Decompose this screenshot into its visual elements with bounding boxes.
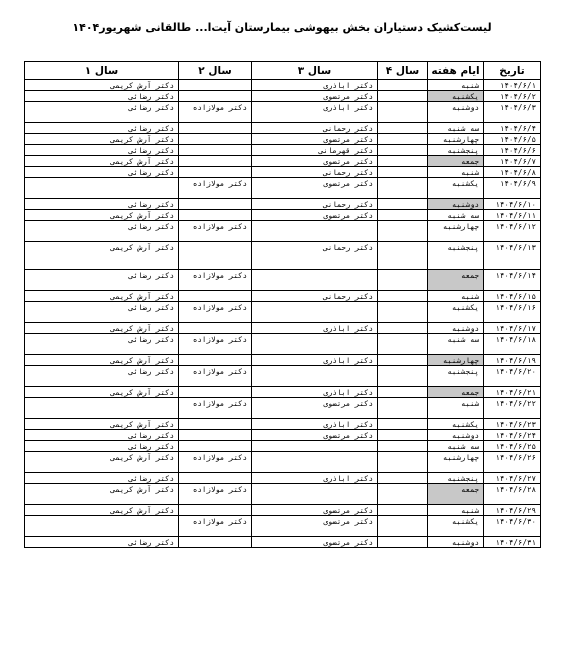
cell-year3 xyxy=(252,484,378,505)
cell-day: شنبه xyxy=(428,80,484,91)
cell-day: دوشنبه xyxy=(428,199,484,210)
cell-year2 xyxy=(179,199,252,210)
cell-year2 xyxy=(179,323,252,334)
cell-year2 xyxy=(179,91,252,102)
cell-date: ۱۴۰۴/۶/۹ xyxy=(484,178,541,199)
cell-date: ۱۴۰۴/۶/۱۷ xyxy=(484,323,541,334)
cell-date: ۱۴۰۴/۶/۲۲ xyxy=(484,398,541,419)
cell-date: ۱۴۰۴/۶/۱۵ xyxy=(484,291,541,302)
cell-year1: دکتر آرش کریمی xyxy=(25,419,179,430)
cell-year1: دکتر آرش کریمی xyxy=(25,80,179,91)
cell-day: دوشنبه xyxy=(428,537,484,548)
cell-day: سه شنبه xyxy=(428,210,484,221)
cell-year2 xyxy=(179,145,252,156)
cell-year1 xyxy=(25,178,179,199)
cell-year1: دکتر آرش کریمی xyxy=(25,210,179,221)
cell-year2 xyxy=(179,123,252,134)
cell-year1: دکتر رضائی xyxy=(25,167,179,178)
cell-year2 xyxy=(179,537,252,548)
cell-date: ۱۴۰۴/۶/۱ xyxy=(484,80,541,91)
cell-year1: دکتر آرش کریمی xyxy=(25,387,179,398)
cell-date: ۱۴۰۴/۶/۲۹ xyxy=(484,505,541,516)
cell-year3: دکتر رحمانی xyxy=(252,167,378,178)
table-row xyxy=(25,484,541,505)
cell-year2: دکتر مولازاده xyxy=(179,398,252,419)
cell-year4 xyxy=(378,145,428,156)
cell-day: دوشنبه xyxy=(428,430,484,441)
table-row xyxy=(25,178,541,199)
cell-year4 xyxy=(378,473,428,484)
cell-year3 xyxy=(252,441,378,452)
cell-year2: دکتر مولازاده xyxy=(179,178,252,199)
document-title: لیست‌کشیک دستیاران بخش بیهوشی بیمارستان آیت‌ا... طالقانی شهریور۱۴۰۴ xyxy=(72,21,492,34)
cell-year1: دکتر رضائی xyxy=(25,221,179,242)
cell-year4 xyxy=(378,355,428,366)
cell-year1: دکتر رضائی xyxy=(25,302,179,323)
cell-year2 xyxy=(179,210,252,221)
cell-year4 xyxy=(378,398,428,419)
cell-year4 xyxy=(378,387,428,398)
cell-year3: دکتر مرتضوی xyxy=(252,430,378,441)
cell-year4 xyxy=(378,334,428,355)
cell-year2 xyxy=(179,134,252,145)
cell-year4 xyxy=(378,80,428,91)
cell-date: ۱۴۰۴/۶/۱۴ xyxy=(484,270,541,291)
cell-year1: دکتر آرش کریمی xyxy=(25,323,179,334)
table-row xyxy=(25,473,541,484)
cell-year1: دکتر رضائی xyxy=(25,102,179,123)
cell-year3: دکتر مرتضوی xyxy=(252,210,378,221)
cell-day: چهارشنبه xyxy=(428,355,484,366)
cell-year3: دکتر مرتضوی xyxy=(252,516,378,537)
cell-year3: دکتر مرتضوی xyxy=(252,91,378,102)
table-row xyxy=(25,80,541,91)
table-row xyxy=(25,91,541,102)
table-row xyxy=(25,134,541,145)
cell-year1: دکتر آرش کریمی xyxy=(25,242,179,270)
cell-day: سه شنبه xyxy=(428,441,484,452)
cell-date: ۱۴۰۴/۶/۴ xyxy=(484,123,541,134)
cell-year4 xyxy=(378,323,428,334)
cell-year2 xyxy=(179,167,252,178)
table-row xyxy=(25,452,541,473)
cell-year2 xyxy=(179,291,252,302)
cell-year2 xyxy=(179,419,252,430)
cell-day: چهارشنبه xyxy=(428,452,484,473)
cell-year1: دکتر آرش کریمی xyxy=(25,355,179,366)
table-row xyxy=(25,145,541,156)
cell-day: پنجشنبه xyxy=(428,145,484,156)
cell-year3 xyxy=(252,221,378,242)
cell-date: ۱۴۰۴/۶/۱۸ xyxy=(484,334,541,355)
cell-year3: دکتر اباذری xyxy=(252,387,378,398)
table-row xyxy=(25,323,541,334)
cell-year3: دکتر مرتضوی xyxy=(252,178,378,199)
cell-year1 xyxy=(25,516,179,537)
cell-year4 xyxy=(378,430,428,441)
cell-year1: دکتر رضائی xyxy=(25,270,179,291)
cell-year2 xyxy=(179,473,252,484)
cell-day: چهارشنبه xyxy=(428,221,484,242)
cell-year1: دکتر آرش کریمی xyxy=(25,134,179,145)
cell-year4 xyxy=(378,291,428,302)
cell-day: دوشنبه xyxy=(428,102,484,123)
cell-date: ۱۴۰۴/۶/۱۲ xyxy=(484,221,541,242)
cell-year2 xyxy=(179,242,252,270)
cell-year3: دکتر رحمانی xyxy=(252,242,378,270)
cell-date: ۱۴۰۴/۶/۲۴ xyxy=(484,430,541,441)
cell-year1: دکتر رضائی xyxy=(25,473,179,484)
cell-year1: دکتر آرش کریمی xyxy=(25,505,179,516)
cell-year2 xyxy=(179,156,252,167)
cell-year4 xyxy=(378,419,428,430)
cell-year4 xyxy=(378,156,428,167)
cell-year1: دکتر رضائی xyxy=(25,366,179,387)
table-row xyxy=(25,221,541,242)
cell-day: جمعه xyxy=(428,156,484,167)
cell-year3 xyxy=(252,302,378,323)
cell-year2 xyxy=(179,505,252,516)
cell-year4 xyxy=(378,178,428,199)
cell-year2: دکتر مولازاده xyxy=(179,302,252,323)
cell-day: یکشنبه xyxy=(428,419,484,430)
cell-year2: دکتر مولازاده xyxy=(179,221,252,242)
cell-day: یکشنبه xyxy=(428,516,484,537)
cell-date: ۱۴۰۴/۶/۲۰ xyxy=(484,366,541,387)
header-date: تاریخ xyxy=(484,62,541,80)
cell-day: پنجشنبه xyxy=(428,473,484,484)
table-row xyxy=(25,355,541,366)
cell-year4 xyxy=(378,366,428,387)
cell-day: یکشنبه xyxy=(428,178,484,199)
table-row xyxy=(25,302,541,323)
cell-year3: دکتر اباذری xyxy=(252,419,378,430)
cell-day: جمعه xyxy=(428,270,484,291)
cell-date: ۱۴۰۴/۶/۳۰ xyxy=(484,516,541,537)
cell-year2: دکتر مولازاده xyxy=(179,270,252,291)
table-row xyxy=(25,430,541,441)
header-year4: سال ۴ xyxy=(378,62,428,80)
cell-year3: دکتر اباذری xyxy=(252,102,378,123)
table-row xyxy=(25,419,541,430)
cell-day: پنجشنبه xyxy=(428,242,484,270)
cell-year4 xyxy=(378,484,428,505)
cell-year3: دکتر رحمانی xyxy=(252,199,378,210)
cell-year2: دکتر مولازاده xyxy=(179,516,252,537)
table-row xyxy=(25,199,541,210)
table-row xyxy=(25,505,541,516)
cell-day: سه شنبه xyxy=(428,123,484,134)
table-row xyxy=(25,242,541,270)
cell-year3: دکتر مرتضوی xyxy=(252,134,378,145)
cell-day: جمعه xyxy=(428,484,484,505)
cell-year3 xyxy=(252,334,378,355)
cell-year2: دکتر مولازاده xyxy=(179,452,252,473)
cell-date: ۱۴۰۴/۶/۲۳ xyxy=(484,419,541,430)
table-row xyxy=(25,334,541,355)
table-row xyxy=(25,291,541,302)
cell-day: شنبه xyxy=(428,167,484,178)
cell-year4 xyxy=(378,221,428,242)
cell-year2 xyxy=(179,80,252,91)
header-year2: سال ۲ xyxy=(179,62,252,80)
cell-year1: دکتر رضائی xyxy=(25,537,179,548)
cell-year3: دکتر اباذری xyxy=(252,323,378,334)
cell-year4 xyxy=(378,123,428,134)
cell-day: شنبه xyxy=(428,505,484,516)
cell-date: ۱۴۰۴/۶/۷ xyxy=(484,156,541,167)
cell-date: ۱۴۰۴/۶/۱۱ xyxy=(484,210,541,221)
table-row xyxy=(25,537,541,548)
cell-year2 xyxy=(179,430,252,441)
cell-day: دوشنبه xyxy=(428,323,484,334)
cell-year2: دکتر مولازاده xyxy=(179,334,252,355)
cell-year4 xyxy=(378,210,428,221)
cell-day: شنبه xyxy=(428,291,484,302)
cell-year4 xyxy=(378,441,428,452)
cell-year3: دکتر اباذری xyxy=(252,473,378,484)
cell-day: یکشنبه xyxy=(428,91,484,102)
cell-year2: دکتر مولازاده xyxy=(179,102,252,123)
cell-year4 xyxy=(378,302,428,323)
table-row xyxy=(25,387,541,398)
cell-date: ۱۴۰۴/۶/۳۱ xyxy=(484,537,541,548)
cell-date: ۱۴۰۴/۶/۲۸ xyxy=(484,484,541,505)
cell-day: یکشنبه xyxy=(428,302,484,323)
cell-day: شنبه xyxy=(428,398,484,419)
roster-table xyxy=(24,61,541,548)
cell-year1: دکتر آرش کریمی xyxy=(25,156,179,167)
table-row xyxy=(25,167,541,178)
table-row xyxy=(25,516,541,537)
cell-date: ۱۴۰۴/۶/۱۶ xyxy=(484,302,541,323)
cell-year4 xyxy=(378,242,428,270)
cell-year4 xyxy=(378,167,428,178)
cell-year4 xyxy=(378,452,428,473)
cell-year3: دکتر مرتضوی xyxy=(252,398,378,419)
table-row xyxy=(25,123,541,134)
cell-day: پنجشنبه xyxy=(428,366,484,387)
cell-year1: دکتر آرش کریمی xyxy=(25,452,179,473)
cell-year1 xyxy=(25,398,179,419)
header-year3: سال ۳ xyxy=(252,62,378,80)
cell-year4 xyxy=(378,516,428,537)
roster-body xyxy=(25,80,541,548)
cell-year4 xyxy=(378,134,428,145)
header-row xyxy=(25,62,541,80)
cell-date: ۱۴۰۴/۶/۳ xyxy=(484,102,541,123)
cell-year2 xyxy=(179,355,252,366)
cell-year4 xyxy=(378,537,428,548)
cell-year1: دکتر رضائی xyxy=(25,91,179,102)
cell-date: ۱۴۰۴/۶/۲۵ xyxy=(484,441,541,452)
cell-year2: دکتر مولازاده xyxy=(179,366,252,387)
cell-day: سه شنبه xyxy=(428,334,484,355)
cell-day: چهارشنبه xyxy=(428,134,484,145)
cell-date: ۱۴۰۴/۶/۱۹ xyxy=(484,355,541,366)
cell-year1: دکتر رضائی xyxy=(25,123,179,134)
cell-year1: دکتر رضائی xyxy=(25,334,179,355)
cell-year4 xyxy=(378,102,428,123)
table-row xyxy=(25,156,541,167)
cell-year4 xyxy=(378,199,428,210)
cell-year3 xyxy=(252,366,378,387)
cell-year3: دکتر مرتضوی xyxy=(252,156,378,167)
cell-year3: دکتر مرتضوی xyxy=(252,537,378,548)
cell-year2 xyxy=(179,441,252,452)
cell-year4 xyxy=(378,505,428,516)
cell-year3: دکتر رحمانی xyxy=(252,291,378,302)
cell-date: ۱۴۰۴/۶/۲۶ xyxy=(484,452,541,473)
cell-year3 xyxy=(252,270,378,291)
cell-date: ۱۴۰۴/۶/۲ xyxy=(484,91,541,102)
cell-year3: دکتر رحمانی xyxy=(252,123,378,134)
cell-date: ۱۴۰۴/۶/۱۰ xyxy=(484,199,541,210)
cell-year1: دکتر رضائی xyxy=(25,441,179,452)
cell-year3: دکتر اباذری xyxy=(252,355,378,366)
header-day: ایام هفته xyxy=(428,62,484,80)
cell-year2 xyxy=(179,387,252,398)
cell-year1: دکتر آرش کریمی xyxy=(25,484,179,505)
cell-year4 xyxy=(378,270,428,291)
cell-year1: دکتر رضائی xyxy=(25,199,179,210)
table-row xyxy=(25,398,541,419)
cell-year1: دکتر رضائی xyxy=(25,145,179,156)
table-row xyxy=(25,102,541,123)
cell-date: ۱۴۰۴/۶/۱۳ xyxy=(484,242,541,270)
cell-day: جمعه xyxy=(428,387,484,398)
table-row xyxy=(25,270,541,291)
cell-date: ۱۴۰۴/۶/۲۷ xyxy=(484,473,541,484)
cell-year3: دکتر اباذری xyxy=(252,80,378,91)
cell-year3: دکتر قهرمانی xyxy=(252,145,378,156)
cell-date: ۱۴۰۴/۶/۸ xyxy=(484,167,541,178)
cell-date: ۱۴۰۴/۶/۶ xyxy=(484,145,541,156)
cell-year1: دکتر رضائی xyxy=(25,430,179,441)
cell-year2: دکتر مولازاده xyxy=(179,484,252,505)
cell-year3 xyxy=(252,452,378,473)
cell-year4 xyxy=(378,91,428,102)
cell-date: ۱۴۰۴/۶/۵ xyxy=(484,134,541,145)
table-row xyxy=(25,441,541,452)
cell-year1: دکتر آرش کریمی xyxy=(25,291,179,302)
header-year1: سال ۱ xyxy=(25,62,179,80)
table-row xyxy=(25,366,541,387)
cell-date: ۱۴۰۴/۶/۲۱ xyxy=(484,387,541,398)
cell-year3: دکتر مرتضوی xyxy=(252,505,378,516)
table-row xyxy=(25,210,541,221)
